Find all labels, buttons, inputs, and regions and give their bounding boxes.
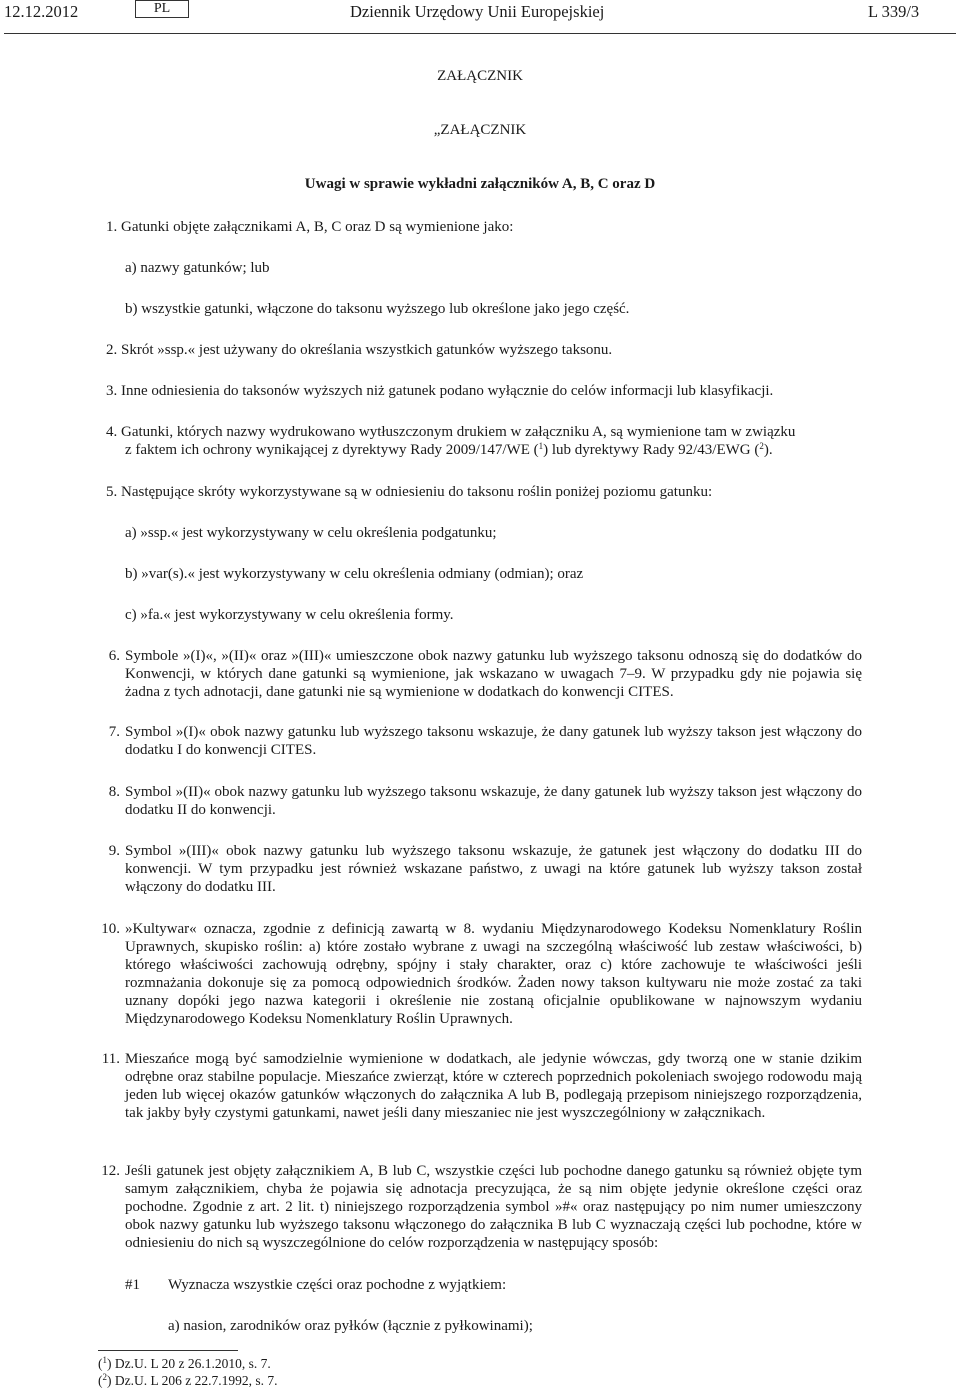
annex-title: ZAŁĄCZNIK [437, 68, 523, 84]
note-7: Symbol »(I)« obok nazwy gatunku lub wyższego taksonu wskazuje, że dany gatunek lub wyższy takson jest włączony do dodatku I do konwencji CITES. [125, 724, 862, 758]
note-11-number: 11. [101, 1051, 120, 1067]
note-2: 2. Skrót »ssp.« jest używany do określania wszystkich gatunków wyższego taksonu. [106, 342, 613, 358]
note-5-c: c) »fa.« jest wykorzystywany w celu określenia formy. [125, 607, 454, 623]
note-6-number: 6. [108, 648, 120, 664]
note-3: 3. Inne odniesienia do taksonów wyższych niż gatunek podano wyłącznie do celów informacji lub klasyfikacji. [106, 383, 774, 399]
note-10: »Kultywar« oznacza, zgodnie z definicją zawartą w 8. wydaniu Międzynarodowego Kodeksu Nomenklatury Roślin Uprawnych, skupisko roślin: a) które zostało wybrane z uwagi na szczególną właściwość lub zestaw właściwości, b) którego właściwości zachowują odrębny, spójny i stały charakter, oraz c) które zachowuje te właściwości jeśli rozmnażania dokonuje się za pomocą odpowiednich środków. Żaden nowy takson kultywaru nie może zostać za taki uznany dopóki jego nazwa kategorii i określenie nie zostaną oficjalnie opublikowane w najnowszym wydaniu Międzynarodowego Kodeksu Nomenklatury Roślin Uprawnych. [125, 921, 862, 1027]
annotation-1-a: a) nasion, zarodników oraz pyłków (łącznie z pyłkowinami); [168, 1318, 533, 1334]
note-11: Mieszańce mogą być samodzielnie wymienione w dodatkach, ale jedynie wówczas, gdy tworzą one w stanie dzikim odrębne oraz stabilne populacje. Mieszańce zwierząt, które w czterech poprzednich pokoleniach swojego rodowodu mają jeden lub więcej okazów gatunków włączonych do załącznika A lub B, podlegają przepisom niniejszego rozporządzenia, tak jakby były czystymi gatunkami, nawet jeśli dany mieszaniec nie jest wyszczególniony w załącznikach. [125, 1051, 862, 1121]
note-1-b: b) wszystkie gatunki, włączone do taksonu wyższego lub określone jako jego część. [125, 301, 630, 317]
note-4-text-a: z faktem ich ochrony wynikającej z dyrektywy Rady 2009/147/WE ( [125, 442, 539, 458]
journal-title: Dziennik Urzędowy Unii Europejskiej [350, 2, 605, 21]
note-5-a: a) »ssp.« jest wykorzystywany w celu określenia podgatunku; [125, 525, 497, 541]
note-4-text-b: ) lub dyrektywy Rady 92/43/EWG ( [543, 442, 760, 458]
footnote-1-marker: 1 [102, 1355, 107, 1365]
note-8-number: 8. [108, 784, 120, 800]
footnote-2-marker: 2 [102, 1372, 107, 1382]
language-badge: PL [135, 0, 189, 18]
note-4-line-2 [125, 441, 773, 459]
note-9-number: 9. [108, 843, 120, 859]
footnote-ref-2[interactable]: 2 [759, 441, 764, 451]
footnote-2-text: Dz.U. L 206 z 22.7.1992, s. 7. [114, 1373, 278, 1388]
note-6: Symbole »(I)«, »(II)« oraz »(III)« umieszczone obok nazwy gatunku lub wyższego taksonu odnoszą się do dodatków do Konwencji, w których dane gatunki są wymienione, jak wskazano w uwagach 7–9. W przypadku gdy nie pojawia się żadna z tych adnotacji, dane gatunki nie są wymienione w dodatkach do konwencji CITES. [125, 648, 862, 700]
note-12-number: 12. [101, 1163, 120, 1179]
header-rule [4, 33, 956, 34]
page-reference: L 339/3 [868, 2, 920, 21]
note-10-number: 10. [101, 921, 120, 937]
note-12: Jeśli gatunek jest objęty załącznikiem A, B lub C, wszystkie części lub pochodne danego gatunku są również objęte tym samym załącznikiem, chyba że pojawia się adnotacja precyzująca, że są nim objęte jedynie określone części oraz pochodne. Zgodnie z art. 2 lit. t) niniejszego rozporządzenia symbol »#« oraz następujący po nim numer umieszczony obok nazwy gatunku lub wyższego taksonu włączonego do załącznika B lub C wyznaczają części lub pochodne, które w odniesieniu do nich są wyszczególnione do celów rozporządzenia w następujący sposób: [125, 1163, 862, 1251]
note-7-number: 7. [108, 724, 120, 740]
annotation-1-number: #1 [125, 1277, 140, 1293]
note-5-b: b) »var(s).« jest wykorzystywany w celu określenia odmiany (odmian); oraz [125, 566, 584, 582]
note-9: Symbol »(III)« obok nazwy gatunku lub wyższego taksonu wskazuje, że gatunek jest włączony do dodatku III do konwencji. W tym przypadku jest również wskazane państwo, z uwagi na które gatunek lub wyższy takson został włączony do dodatku III. [125, 843, 862, 895]
footnote-ref-1[interactable]: 1 [538, 441, 544, 451]
annotation-1: Wyznacza wszystkie części oraz pochodne z wyjątkiem: [168, 1277, 507, 1293]
annex-title-quoted: „ZAŁĄCZNIK [433, 122, 527, 138]
note-4-text-c: ). [763, 442, 773, 458]
note-1-a: a) nazwy gatunków; lub [125, 260, 270, 276]
section-heading: Uwagi w sprawie wykładni załączników A, B, C oraz D [304, 176, 656, 192]
note-5: 5. Następujące skróty wykorzystywane są w odniesieniu do taksonu roślin poniżej poziomu gatunku: [106, 484, 713, 500]
header-date: 12.12.2012 [4, 2, 79, 21]
note-1: 1. Gatunki objęte załącznikami A, B, C oraz D są wymienione jako: [106, 219, 514, 235]
footnote-rule [98, 1350, 238, 1351]
footnote-2: ($^2$) Dz.U. L 206 z 22.7.1992, s. 7. [98, 1372, 278, 1388]
footnote-1-text: Dz.U. L 20 z 26.1.2010, s. 7. [114, 1356, 271, 1371]
footnote-1: ($^1$) Dz.U. L 20 z 26.1.2010, s. 7. [98, 1355, 271, 1371]
note-4-line-1: 4. Gatunki, których nazwy wydrukowano wytłuszczonym drukiem w załączniku A, są wymienione tam w związku [106, 424, 796, 440]
note-8: Symbol »(II)« obok nazwy gatunku lub wyższego taksonu wskazuje, że dany gatunek lub wyższy takson jest włączony do dodatku II do konwencji. [125, 784, 862, 818]
